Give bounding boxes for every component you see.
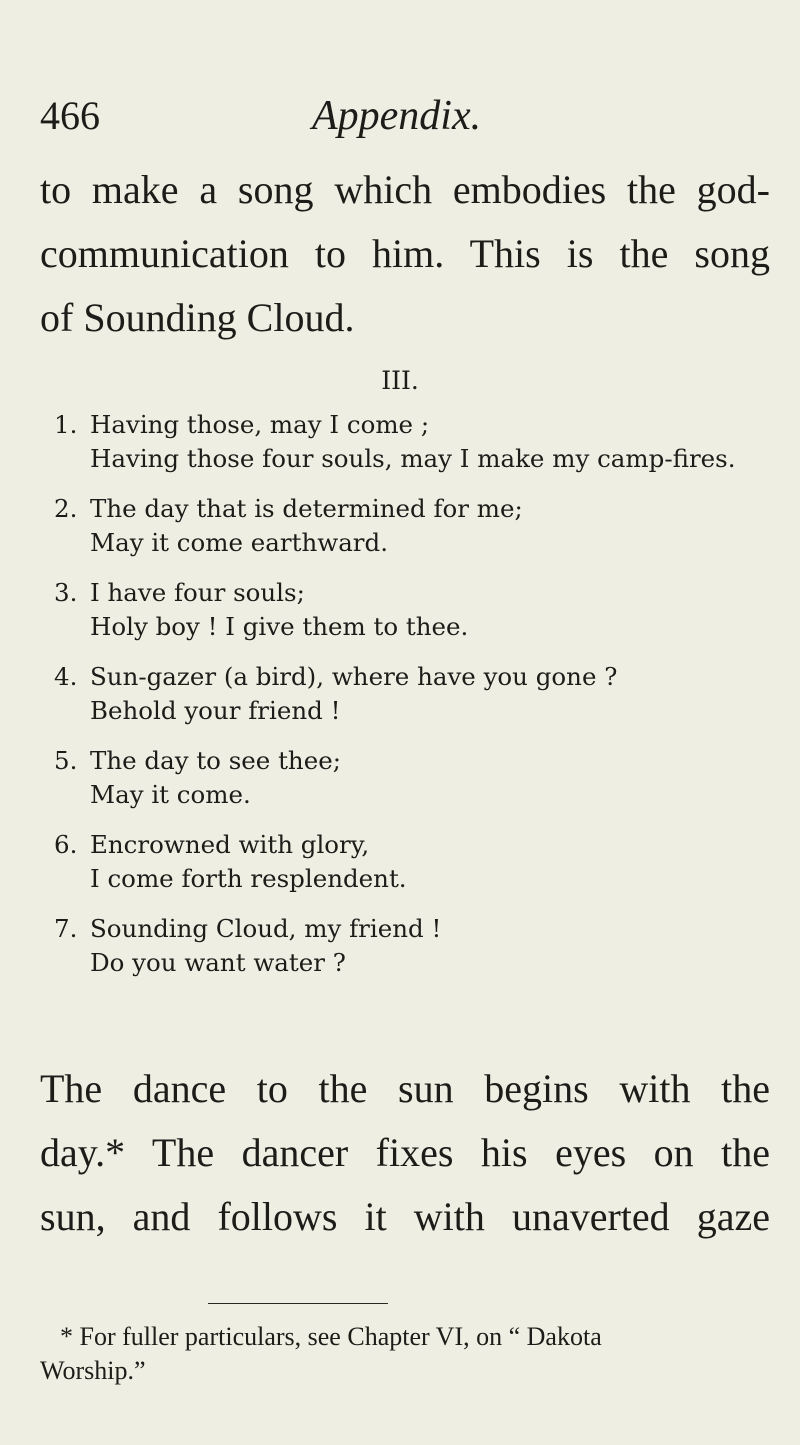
verse-line: Having those four souls, may I make my camp-fires. [90, 444, 736, 473]
verse-line: Do you want water ? [90, 948, 346, 977]
verse-number: 5. [54, 746, 78, 775]
verse-number: 2. [54, 494, 78, 523]
section-number: III. [381, 366, 419, 395]
intro-line-2: communication to him. This is the song [40, 231, 770, 276]
verse-line: I come forth resplendent. [90, 864, 407, 893]
verse-line: The day to see thee; [90, 746, 341, 775]
verse-number: 6. [54, 830, 78, 859]
verse-number: 7. [54, 914, 78, 943]
verse-line: Having those, may I come ; [90, 410, 430, 439]
verse-number: 4. [54, 662, 78, 691]
verse-line: May it come earthward. [90, 528, 388, 557]
intro-line-1: to make a song which embodies the god- [40, 167, 770, 212]
intro-line-3: of Sounding Cloud. [40, 295, 355, 340]
verse-line: I have four souls; [90, 578, 305, 607]
footnote-line-1: * For fuller particulars, see Chapter VI, on “ Dakota [60, 1322, 602, 1351]
verse-number: 1. [54, 410, 78, 439]
footnote-line-2: Worship.” [40, 1356, 146, 1385]
footnote-divider [208, 1303, 388, 1304]
verse-line: The day that is determined for me; [90, 494, 523, 523]
closing-line-3: sun, and follows it with unaverted gaze [40, 1194, 770, 1239]
verse-line: Holy boy ! I give them to thee. [90, 612, 469, 641]
page-number: 466 [40, 93, 100, 138]
verse-line: Encrowned with glory, [90, 830, 370, 859]
verse-number: 3. [54, 578, 78, 607]
closing-line-2: day.* The dancer fixes his eyes on the [40, 1130, 770, 1175]
verse-line: Behold your friend ! [90, 696, 341, 725]
verse-line: Sun-gazer (a bird), where have you gone ? [90, 662, 618, 691]
verse-line: May it come. [90, 780, 251, 809]
closing-line-1: The dance to the sun begins with the [40, 1066, 770, 1111]
verse-line: Sounding Cloud, my friend ! [90, 914, 442, 943]
running-title: Appendix. [312, 93, 482, 139]
